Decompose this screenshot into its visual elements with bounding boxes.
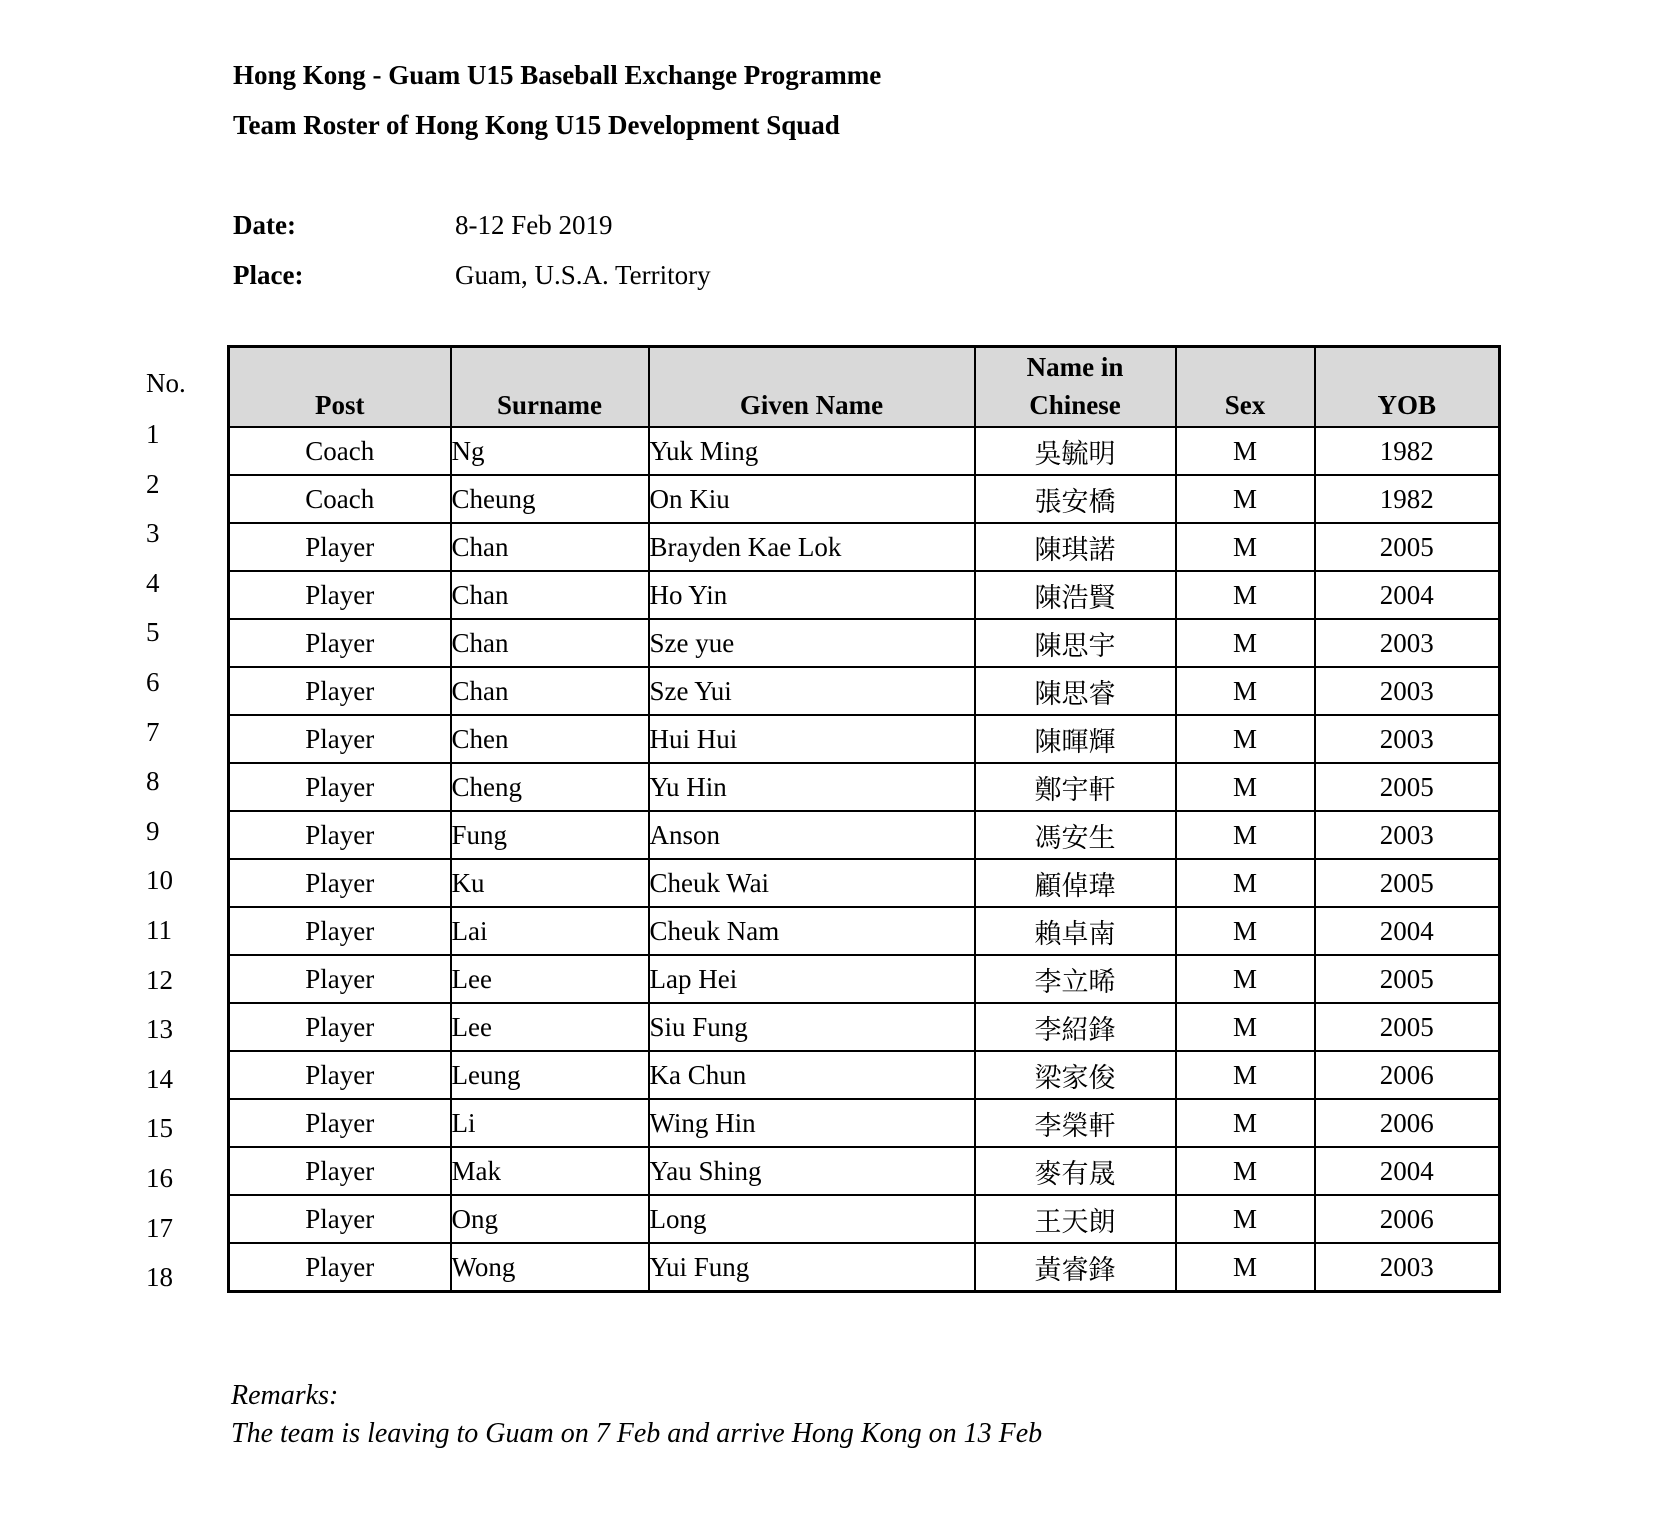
cell-chinese: 賴卓南 xyxy=(975,907,1176,955)
row-number: 7 xyxy=(146,716,160,747)
cell-surname: Cheng xyxy=(451,763,649,811)
cell-sex: M xyxy=(1176,1051,1315,1099)
cell-chinese: 張安橋 xyxy=(975,475,1176,523)
cell-chinese: 顧倬瑋 xyxy=(975,859,1176,907)
table-row xyxy=(229,667,1500,715)
table-row xyxy=(229,955,1500,1003)
cell-post: Player xyxy=(229,1147,451,1195)
cell-given: Ho Yin xyxy=(649,571,975,619)
remarks-text: The team is leaving to Guam on 7 Feb and arrive Hong Kong on 13 Feb xyxy=(231,1418,1043,1449)
cell-sex: M xyxy=(1176,523,1315,571)
cell-given: Brayden Kae Lok xyxy=(649,523,975,571)
place-label: Place: xyxy=(233,260,304,290)
cell-yob: 2003 xyxy=(1315,667,1500,715)
table-row xyxy=(229,1099,1500,1147)
header-given-name: Given Name xyxy=(649,347,975,428)
cell-post: Player xyxy=(229,571,451,619)
cell-post: Player xyxy=(229,1099,451,1147)
table-header-row xyxy=(229,347,1500,428)
cell-sex: M xyxy=(1176,715,1315,763)
table-row xyxy=(229,1147,1500,1195)
cell-sex: M xyxy=(1176,907,1315,955)
cell-yob: 2003 xyxy=(1315,811,1500,859)
cell-yob: 2005 xyxy=(1315,955,1500,1003)
cell-chinese: 王天朗 xyxy=(975,1195,1176,1243)
cell-sex: M xyxy=(1176,763,1315,811)
cell-yob: 2006 xyxy=(1315,1195,1500,1243)
row-number: 15 xyxy=(146,1113,173,1144)
remarks-label: Remarks: xyxy=(231,1380,339,1411)
cell-yob: 2003 xyxy=(1315,619,1500,667)
table-row xyxy=(229,427,1500,475)
row-number: 1 xyxy=(146,419,160,449)
cell-chinese: 吳毓明 xyxy=(975,427,1176,475)
header-chinese-line2: Chinese xyxy=(1029,390,1121,420)
table-row xyxy=(229,859,1500,907)
header-name-in-chinese xyxy=(975,347,1176,428)
date-value: 8-12 Feb 2019 xyxy=(455,210,613,240)
cell-yob: 2005 xyxy=(1315,1003,1500,1051)
cell-chinese: 陳琪諾 xyxy=(975,523,1176,571)
cell-surname: Chan xyxy=(451,523,649,571)
table-row xyxy=(229,1195,1500,1243)
header-yob: YOB xyxy=(1315,347,1500,428)
cell-yob: 2004 xyxy=(1315,1147,1500,1195)
cell-post: Player xyxy=(229,1003,451,1051)
row-number: 5 xyxy=(146,617,160,648)
cell-post: Player xyxy=(229,811,451,859)
cell-post: Player xyxy=(229,859,451,907)
cell-sex: M xyxy=(1176,859,1315,907)
header-chinese-line1: Name in xyxy=(1026,352,1124,382)
cell-surname: Cheung xyxy=(451,475,649,523)
table-row xyxy=(229,811,1500,859)
cell-yob: 2004 xyxy=(1315,907,1500,955)
cell-given: Sze yue xyxy=(649,619,975,667)
row-number: 11 xyxy=(146,915,172,945)
table-row xyxy=(229,763,1500,811)
cell-given: Cheuk Nam xyxy=(649,907,975,955)
cell-given: Ka Chun xyxy=(649,1051,975,1099)
document-subtitle: Team Roster of Hong Kong U15 Development Squad xyxy=(233,110,840,140)
row-number: 6 xyxy=(146,667,160,697)
cell-sex: M xyxy=(1176,1147,1315,1195)
roster-body xyxy=(229,427,1500,1292)
cell-given: On Kiu xyxy=(649,475,975,523)
cell-given: Cheuk Wai xyxy=(649,859,975,907)
row-number: 10 xyxy=(146,865,173,896)
row-number: 16 xyxy=(146,1163,173,1193)
cell-surname: Chan xyxy=(451,571,649,619)
date-label: Date: xyxy=(233,210,296,240)
document-title: Hong Kong - Guam U15 Baseball Exchange Programme xyxy=(233,60,882,90)
row-number: 8 xyxy=(146,766,160,797)
cell-post: Player xyxy=(229,763,451,811)
cell-surname: Lee xyxy=(451,955,649,1003)
cell-sex: M xyxy=(1176,667,1315,715)
cell-chinese: 陳浩賢 xyxy=(975,571,1176,619)
no-column-header: No. xyxy=(146,368,186,398)
cell-yob: 2005 xyxy=(1315,523,1500,571)
table-row xyxy=(229,1003,1500,1051)
cell-surname: Ong xyxy=(451,1195,649,1243)
cell-surname: Fung xyxy=(451,811,649,859)
cell-given: Yu Hin xyxy=(649,763,975,811)
row-number: 4 xyxy=(146,567,160,598)
table-row xyxy=(229,1051,1500,1099)
cell-post: Player xyxy=(229,715,451,763)
cell-sex: M xyxy=(1176,475,1315,523)
cell-yob: 2005 xyxy=(1315,763,1500,811)
cell-yob: 2003 xyxy=(1315,715,1500,763)
row-number: 9 xyxy=(146,815,160,846)
cell-sex: M xyxy=(1176,1099,1315,1147)
cell-chinese: 陳思睿 xyxy=(975,667,1176,715)
cell-yob: 2006 xyxy=(1315,1099,1500,1147)
row-number: 14 xyxy=(146,1063,173,1094)
table-row xyxy=(229,619,1500,667)
table-row xyxy=(229,907,1500,955)
cell-given: Lap Hei xyxy=(649,955,975,1003)
cell-surname: Ng xyxy=(451,427,649,475)
cell-surname: Chan xyxy=(451,619,649,667)
cell-surname: Leung xyxy=(451,1051,649,1099)
place-value: Guam, U.S.A. Territory xyxy=(455,260,711,290)
row-number: 18 xyxy=(146,1262,173,1293)
cell-post: Player xyxy=(229,523,451,571)
cell-post: Coach xyxy=(229,427,451,475)
row-number: 12 xyxy=(146,964,173,995)
cell-sex: M xyxy=(1176,811,1315,859)
cell-given: Yui Fung xyxy=(649,1243,975,1292)
cell-sex: M xyxy=(1176,1243,1315,1292)
cell-given: Long xyxy=(649,1195,975,1243)
cell-sex: M xyxy=(1176,427,1315,475)
header-sex: Sex xyxy=(1176,347,1315,428)
cell-post: Player xyxy=(229,955,451,1003)
cell-post: Coach xyxy=(229,475,451,523)
cell-surname: Li xyxy=(451,1099,649,1147)
header-post: Post xyxy=(229,347,451,428)
cell-sex: M xyxy=(1176,955,1315,1003)
cell-sex: M xyxy=(1176,571,1315,619)
cell-chinese: 李立晞 xyxy=(975,955,1176,1003)
cell-chinese: 鄭宇軒 xyxy=(975,763,1176,811)
cell-given: Yau Shing xyxy=(649,1147,975,1195)
cell-yob: 2006 xyxy=(1315,1051,1500,1099)
cell-yob: 2005 xyxy=(1315,859,1500,907)
row-number: 3 xyxy=(146,518,160,549)
header-surname: Surname xyxy=(451,347,649,428)
cell-surname: Wong xyxy=(451,1243,649,1292)
cell-chinese: 黃睿鋒 xyxy=(975,1243,1176,1292)
cell-chinese: 陳暉輝 xyxy=(975,715,1176,763)
row-number: 2 xyxy=(146,468,160,499)
cell-given: Yuk Ming xyxy=(649,427,975,475)
cell-post: Player xyxy=(229,619,451,667)
cell-surname: Ku xyxy=(451,859,649,907)
cell-sex: M xyxy=(1176,1003,1315,1051)
cell-chinese: 李紹鋒 xyxy=(975,1003,1176,1051)
cell-yob: 2004 xyxy=(1315,571,1500,619)
cell-chinese: 李榮軒 xyxy=(975,1099,1176,1147)
row-number: 13 xyxy=(146,1014,173,1045)
cell-chinese: 馮安生 xyxy=(975,811,1176,859)
cell-given: Hui Hui xyxy=(649,715,975,763)
cell-sex: M xyxy=(1176,1195,1315,1243)
cell-surname: Chen xyxy=(451,715,649,763)
table-row xyxy=(229,475,1500,523)
cell-post: Player xyxy=(229,1243,451,1292)
cell-given: Anson xyxy=(649,811,975,859)
cell-chinese: 陳思宇 xyxy=(975,619,1176,667)
cell-given: Siu Fung xyxy=(649,1003,975,1051)
cell-yob: 2003 xyxy=(1315,1243,1500,1292)
table-row xyxy=(229,523,1500,571)
cell-yob: 1982 xyxy=(1315,475,1500,523)
cell-post: Player xyxy=(229,1051,451,1099)
table-row xyxy=(229,571,1500,619)
cell-chinese: 麥有晟 xyxy=(975,1147,1176,1195)
cell-surname: Mak xyxy=(451,1147,649,1195)
cell-surname: Chan xyxy=(451,667,649,715)
roster-table xyxy=(227,345,1501,1293)
cell-chinese: 梁家俊 xyxy=(975,1051,1176,1099)
cell-post: Player xyxy=(229,907,451,955)
cell-yob: 1982 xyxy=(1315,427,1500,475)
table-row xyxy=(229,1243,1500,1292)
cell-surname: Lai xyxy=(451,907,649,955)
table-row xyxy=(229,715,1500,763)
cell-sex: M xyxy=(1176,619,1315,667)
cell-given: Wing Hin xyxy=(649,1099,975,1147)
cell-post: Player xyxy=(229,667,451,715)
row-number: 17 xyxy=(146,1212,173,1243)
cell-post: Player xyxy=(229,1195,451,1243)
cell-surname: Lee xyxy=(451,1003,649,1051)
cell-given: Sze Yui xyxy=(649,667,975,715)
